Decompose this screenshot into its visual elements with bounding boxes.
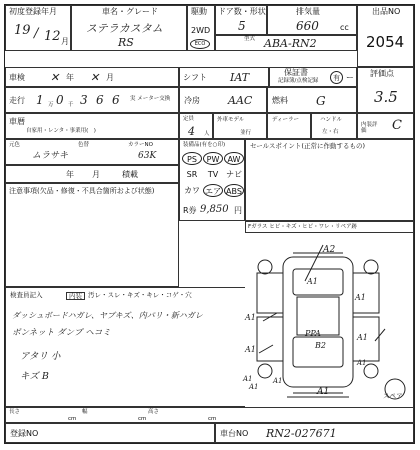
damage-label-13: A1 [357,333,368,342]
notes-year: 年 [66,170,74,179]
inspection-cell [5,67,179,87]
mileage-digit-2: 0 [56,93,64,107]
capacity-value: 4 [188,125,195,138]
notes-loaded: 積載 [122,170,138,179]
length-label: 長さ [9,409,21,415]
warranty-dash: ー [346,73,354,82]
lot-cell [357,5,414,67]
glass-note: Fガラス ヒビ・キズ・ヒビ・ワレ・リペア跡 [248,224,358,230]
score-label: 評価点 [370,69,394,78]
handle-label: ハンドル [320,117,343,123]
chassis-label: 車台NO [220,429,249,438]
inspection-label: 車検 [9,73,25,82]
capacity-unit: 人 [204,131,210,137]
width-label: 幅 [82,409,88,415]
colorno-label: カラーNO [128,142,153,148]
damage-label-1: A2 [323,245,336,255]
mileage-label: 走行 [9,96,25,105]
lot-number: 2054 [366,33,405,51]
dealer-label: ディーラー [272,117,300,123]
length-unit: cm [68,416,77,422]
width-unit: cm [138,416,147,422]
fuel-label: 燃料 [272,96,288,105]
equip-ps: PS [182,152,202,165]
recycle-unit: 円 [234,206,242,215]
height-label: 高さ [148,409,160,415]
change-cell [213,113,267,139]
fuel-cell [267,87,357,113]
inspector-interior-label: 内装 [66,292,85,300]
mileage-digit-5: 6 [112,93,120,107]
inspector-interior-options: 汚レ・スレ・キズ・キレ・コゲ・穴 [88,291,192,299]
model-label: 型式 [244,36,256,42]
inspection-x1: ✕ [50,71,60,84]
notes-label: 注意事項(欠品・修復・不具合箇所および状態) [9,187,155,195]
chassis-cell [215,423,414,443]
warranty-cell [269,67,357,87]
glass-cell [245,221,414,233]
reg-year: 19 [14,23,31,38]
doors-cell [215,5,267,35]
car-outline [245,233,414,407]
damage-label-6: PPA [305,329,321,338]
doors-label: ドア数・形状 [218,7,266,16]
reg-date-label: 初度登録年月 [9,7,57,16]
history-sub: 自家用・レンタ・事業用( ) [26,128,96,134]
equip-navi: ナビ [226,170,242,179]
auction-sheet [4,4,415,444]
equipment-cell [179,139,245,221]
damage-label-9: A1 [249,383,259,391]
dimensions-cell [5,407,414,423]
change-sub: 並行 [240,130,252,136]
interior-value: C [392,118,402,133]
warranty-sub: 記録簿/点検記録 [278,78,319,84]
inspector-comment-4: キズ B [20,371,49,382]
inspection-year-mark: 年 [66,73,74,82]
car-grade-value: RS [118,36,134,49]
equip-tv: TV [207,170,219,179]
damage-label-4: A1 [245,345,256,354]
displacement-cell [267,5,357,35]
spare-label: スペア [383,392,403,400]
mileage-digit-4: 6 [96,93,104,107]
damage-label-5: A1 [355,293,366,302]
car-name-value: ステラカスタム [86,22,163,35]
equip-sr: SR [186,170,198,179]
drive-value: 2WD [191,26,211,35]
orig-color-value: ムラサキ [32,151,69,161]
inspector-label: 検査員記入 [10,291,43,299]
shift-value: IAT [230,71,250,84]
sales-point-label: セールスポイント(正常に作動するもの) [250,142,365,150]
score-cell [357,67,414,113]
inspector-comment-1: ダッシュボードハガレ、ヤブキズ、内パリ・新ハガレ [12,311,203,320]
mileage-unit-1k: 千 [68,102,74,108]
damage-label-8: A1 [243,375,253,383]
lot-label: 出品NO [372,7,401,16]
recycle-value: 9,850 [200,204,229,215]
recycle-label: R券 [183,206,197,215]
model-value: ABA-RN2 [264,37,317,50]
mileage-cell [5,87,179,113]
equip-aw: AW [224,152,244,165]
reg-month: 12 [44,29,61,44]
warranty-label: 保証書 [284,68,308,77]
drive-cell [187,5,215,51]
interior-cell [357,113,414,139]
dealer-cell [267,113,311,139]
damage-label-10: A1 [357,359,367,367]
interior-label: 内装評価 [361,122,378,134]
reg-date-cell [5,5,71,51]
reg-month-unit: 月 [61,37,69,46]
damage-label-2: A1 [307,277,318,286]
inspector-cell [5,287,245,407]
history-cell [5,113,179,139]
reg-no-label: 登録NO [10,429,39,438]
history-label: 車暦 [9,117,25,126]
ac-cell [179,87,267,113]
capacity-label: 定員 [183,116,195,122]
shift-label: シフト [183,73,207,82]
inspection-month-mark: 月 [106,73,114,82]
sales-point-cell [245,139,414,221]
mileage-note: 実 メーター交換 [130,96,171,102]
inspection-x2: ✕ [90,71,100,84]
displacement-label: 排気量 [296,7,320,16]
notes-cell [5,183,179,287]
colors-cell [5,139,179,165]
car-name-label: 車名・グレード [102,7,158,16]
notes-month: 月 [92,170,100,179]
mileage-unit-10k: 万 [48,102,54,108]
reg-no-cell [5,423,215,443]
handle-sub: 左・右 [322,129,339,135]
mileage-digit-1: 1 [36,93,44,107]
damage-label-3: A1 [245,313,256,322]
handle-cell [311,113,357,139]
orig-color-label: 元色 [9,142,21,148]
displacement-value: 660 [296,19,319,33]
car-diagram [245,233,414,407]
equipment-label: 装備品(有を○印) [183,142,226,148]
inspector-comment-3: アタリ 小 [20,351,61,362]
doors-value: 5 [238,19,246,33]
notes-date-cell [5,165,179,183]
ac-label: 冷房 [184,96,200,105]
color-change-label: 色替 [78,142,90,148]
shift-cell [179,67,269,87]
damage-label-12: A1 [317,387,330,397]
mileage-digit-3: 3 [80,93,88,107]
chassis-value: RN2-027671 [266,427,337,440]
equip-abs: ABS [224,184,244,197]
colorno-value: 63K [138,151,157,161]
model-cell [215,35,357,51]
score-value: 3.5 [374,88,398,106]
inspector-comment-2: ボンネット ダンプ ヘコミ [12,328,111,338]
equip-pw: PW [203,152,223,165]
car-name-cell [71,5,187,51]
damage-label-7: B2 [315,341,326,350]
fuel-value: G [316,94,326,108]
warranty-yes: 有 [330,71,343,84]
height-unit: cm [208,416,217,422]
ac-value: AAC [228,94,253,107]
change-label: 外車モデル [217,117,245,123]
equip-leather: カワ [184,186,200,195]
capacity-cell [179,113,213,139]
drive-label: 駆動 [191,7,207,16]
equip-airbag: エア [203,184,223,197]
eco-badge: ECO [190,39,210,49]
damage-label-11: A1 [273,377,283,385]
reg-slash: / [34,26,39,41]
displacement-unit: cc [340,23,349,32]
